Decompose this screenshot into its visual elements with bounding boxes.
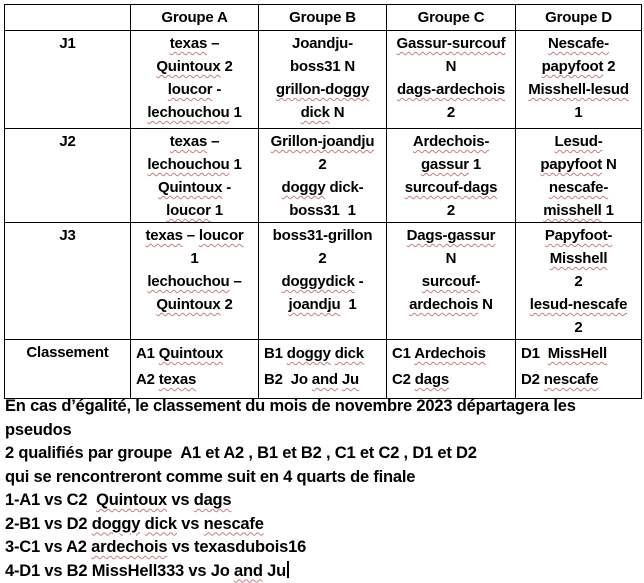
text-run: qui se rencontreront comme suit en 4 quarts de finale — [5, 467, 416, 486]
misspelled-word: texas — [158, 371, 197, 388]
cell-line — [261, 130, 384, 153]
note-line-6[interactable] — [5, 513, 641, 537]
misspelled-word: Misshell-lesud — [528, 81, 629, 98]
text-run: 1 — [468, 156, 482, 173]
text-run: N — [445, 58, 457, 75]
cell-line — [518, 101, 639, 124]
text-run: A2 — [136, 371, 159, 388]
text-run: D2 — [521, 371, 544, 388]
cell-j2-col3[interactable] — [387, 129, 516, 223]
cell-line — [518, 316, 639, 339]
text-run: 1 — [601, 202, 614, 219]
cell-line — [389, 224, 513, 247]
table-row-j1 — [5, 31, 642, 129]
table-row-j3 — [5, 223, 642, 340]
misspelled-word: dags — [414, 371, 449, 388]
cell-line — [261, 270, 384, 293]
misspelled-word: lechouchou — [147, 156, 230, 173]
note-line-1[interactable] — [5, 395, 641, 419]
misspelled-word: texas — [169, 133, 208, 150]
text-run: boss31 N — [289, 58, 356, 75]
misspelled-word: ardechois — [91, 538, 168, 556]
text-run: 2 — [318, 250, 327, 267]
misspelled-word: and — [311, 371, 338, 388]
misspelled-word: Misshell — [549, 250, 608, 267]
misspelled-word: lechouchou — [147, 104, 230, 121]
misspelled-word: Ju — [341, 371, 359, 388]
misspelled-word: nescafe — [203, 514, 264, 533]
cell-line — [133, 176, 256, 199]
text-run: 2 — [574, 319, 583, 336]
misspelled-word: MissHell — [547, 345, 607, 362]
note-line-8[interactable] — [5, 560, 641, 583]
cell-line — [261, 78, 384, 101]
misspelled-word: Papyfoot- — [544, 227, 613, 244]
cell-line — [392, 367, 513, 393]
cell-line — [521, 367, 639, 393]
text-run: 2 — [220, 58, 233, 75]
misspelled-word: dick — [144, 514, 177, 533]
cell-classement-col3[interactable] — [387, 340, 516, 399]
cell-line — [521, 341, 639, 367]
misspelled-word: joandju — [288, 296, 341, 313]
cell-j3-col3[interactable] — [387, 223, 516, 340]
misspelled-word: Quintoux — [158, 179, 223, 196]
text-run: 1 — [229, 104, 242, 121]
text-run: – — [182, 227, 199, 244]
text-cursor — [287, 561, 289, 578]
cell-line — [518, 199, 639, 222]
text-run: C1 — [392, 345, 415, 362]
misspelled-word: doggydick — [281, 273, 355, 290]
misspelled-word: nescafe — [543, 371, 599, 388]
column-header-groupe-d[interactable]: Groupe D — [516, 5, 642, 31]
cell-line — [261, 247, 384, 270]
corner-cell[interactable] — [5, 5, 131, 31]
misspelled-word: Dags-gassur — [406, 227, 496, 244]
text-run: 2 — [574, 273, 583, 290]
cell-line — [133, 32, 256, 55]
cell-line — [261, 55, 384, 78]
cell-classement-col1[interactable] — [131, 340, 259, 399]
notes-section — [5, 395, 641, 583]
misspelled-word: doggy — [286, 345, 331, 362]
note-line-2[interactable] — [5, 419, 641, 443]
text-run: 2 — [318, 156, 327, 173]
text-run: N — [329, 104, 345, 121]
cell-line — [261, 32, 384, 55]
row-label-j2[interactable]: J2 — [5, 129, 131, 223]
text-run: vs — [166, 491, 194, 509]
cell-line — [518, 32, 639, 55]
cell-line — [518, 55, 639, 78]
text-run: 2 qualifiés par groupe A1 et A2 , B1 et B2 , C1 et C2 , D1 et D2 — [5, 444, 477, 462]
misspelled-word: Ardechois — [414, 345, 486, 362]
cell-j3-col4[interactable] — [516, 223, 642, 340]
cell-line — [389, 199, 513, 222]
cell-line — [133, 270, 256, 293]
column-header-groupe-c[interactable]: Groupe C — [387, 5, 516, 31]
column-header-groupe-a[interactable]: Groupe A — [131, 5, 259, 31]
cell-line — [264, 341, 384, 367]
text-run: 2 — [603, 58, 616, 75]
misspelled-word: and — [234, 561, 263, 580]
misspelled-word: surcouf-dags — [404, 179, 498, 196]
misspelled-word: dick — [334, 345, 364, 362]
cell-j2-col4[interactable] — [516, 129, 642, 223]
text-run: Ju — [262, 561, 286, 580]
cell-line — [389, 78, 513, 101]
cell-line — [264, 367, 384, 393]
row-label-j1[interactable]: J1 — [5, 31, 131, 129]
misspelled-word: nescafe- — [548, 179, 609, 196]
text-run: - — [222, 179, 231, 196]
text-run: N — [602, 156, 617, 173]
cell-line — [261, 101, 384, 124]
misspelled-word: texas — [169, 35, 208, 52]
misspelled-word: doggy — [91, 514, 141, 533]
cell-line — [389, 247, 513, 270]
misspelled-word: dags-ardechois — [396, 81, 506, 98]
header-row — [5, 5, 642, 31]
cell-line — [389, 153, 513, 176]
misspelled-word: misshell — [543, 202, 602, 219]
text-run: boss31 1 — [289, 202, 356, 219]
misspelled-word: lesud-nescafe — [529, 296, 628, 313]
cell-line — [133, 199, 256, 222]
text-run: – — [229, 273, 242, 290]
misspelled-word: lechouchou — [147, 273, 230, 290]
misspelled-word: surcouf- — [421, 273, 481, 290]
text-run: vs — [176, 514, 204, 533]
misspelled-word: Nescafe- — [548, 35, 609, 52]
cell-line — [518, 153, 639, 176]
cell-line — [389, 32, 513, 55]
text-run: B2 Jo — [264, 371, 312, 388]
text-run: 2 — [446, 202, 456, 219]
cell-line — [133, 55, 256, 78]
cell-line — [389, 176, 513, 199]
text-run: – — [207, 133, 220, 150]
text-run: 1 — [229, 156, 242, 173]
text-run: - — [212, 81, 222, 98]
cell-line — [389, 270, 513, 293]
misspelled-word: texas — [145, 227, 183, 244]
cell-line — [261, 224, 384, 247]
text-run: 1 — [340, 296, 357, 313]
text-run: 3-C1 vs A2 — [5, 538, 92, 556]
misspelled-word: Ardechois- — [412, 133, 490, 150]
misspelled-word: grillon-doggy — [275, 81, 370, 98]
cell-j1-col4[interactable] — [516, 31, 642, 129]
cell-j1-col3[interactable] — [387, 31, 516, 129]
cell-classement-col4[interactable] — [516, 340, 642, 399]
table-row-j2 — [5, 129, 642, 223]
cell-line — [133, 293, 256, 316]
text-run: 2 — [220, 296, 233, 313]
text-run: pseudos — [5, 420, 72, 439]
text-run: – — [207, 35, 220, 52]
cell-line — [389, 130, 513, 153]
text-run: 2-B1 vs D2 — [5, 514, 92, 533]
misspelled-word: loucor — [166, 202, 211, 219]
text-run: boss31-grillon — [272, 227, 373, 244]
text-run: 2 — [446, 104, 456, 121]
text-run: 4-D1 vs B2 MissHell333 vs Jo — [5, 561, 234, 580]
text-run: 1 — [190, 250, 199, 267]
cell-j1-col2[interactable] — [259, 31, 387, 129]
misspelled-word: dags — [193, 491, 232, 509]
text-run: 1 — [574, 104, 583, 121]
cell-j2-col1[interactable] — [131, 129, 259, 223]
text-run: B1 — [264, 345, 287, 362]
misspelled-word: Gassur-surcouf — [396, 35, 506, 52]
text-run: En cas d’égalité, le classement du mois de novembre 2023 départagera les — [5, 397, 576, 415]
cell-j3-col1[interactable] — [131, 223, 259, 340]
text-run: N — [478, 296, 493, 313]
text-run: A1 — [136, 345, 159, 362]
misspelled-word: Quintoux — [156, 58, 221, 75]
note-line-7[interactable] — [5, 536, 641, 560]
table-row-classement — [5, 340, 642, 399]
misspelled-word: gassur — [420, 156, 469, 173]
note-line-3[interactable] — [5, 442, 641, 466]
cell-line — [518, 270, 639, 293]
text-run: D1 — [521, 345, 548, 362]
cell-line — [389, 101, 513, 124]
note-line-4[interactable] — [5, 466, 641, 490]
cell-line — [133, 153, 256, 176]
cell-j1-col1[interactable] — [131, 31, 259, 129]
cell-classement-col2[interactable] — [259, 340, 387, 399]
misspelled-word: loucor — [198, 227, 244, 244]
text-run: dick- — [325, 179, 364, 196]
cell-line — [136, 341, 256, 367]
misspelled-word: papyfoot — [540, 156, 603, 173]
text-run: vs texasdubois16 — [167, 538, 307, 556]
misspelled-word: loucor — [167, 81, 213, 98]
cell-line — [518, 176, 639, 199]
misspelled-word: papyfoot — [541, 58, 604, 75]
cell-line — [518, 293, 639, 316]
row-label-j3[interactable]: J3 — [5, 223, 131, 340]
misspelled-word: Grillon-joandju — [270, 133, 375, 150]
cell-line — [133, 78, 256, 101]
cell-line — [261, 199, 384, 222]
cell-line — [261, 176, 384, 199]
misspelled-word: ardechois — [409, 296, 479, 313]
text-run: 1 — [210, 202, 223, 219]
misspelled-word: Quintoux — [156, 296, 221, 313]
results-table — [4, 4, 642, 399]
cell-line — [392, 341, 513, 367]
cell-line — [518, 247, 639, 270]
cell-line — [518, 78, 639, 101]
cell-line — [389, 293, 513, 316]
row-label-classement[interactable]: Classement — [5, 340, 131, 399]
misspelled-word: Quintoux — [158, 345, 223, 362]
cell-j2-col2[interactable] — [259, 129, 387, 223]
cell-line — [261, 293, 384, 316]
text-run: 1-A1 vs C2 — [5, 491, 97, 509]
cell-line — [518, 130, 639, 153]
text-run: Joandju- — [292, 35, 353, 52]
column-header-groupe-b[interactable]: Groupe B — [259, 5, 387, 31]
cell-line — [136, 367, 256, 393]
misspelled-word: Lesud- — [554, 133, 603, 150]
misspelled-word: dick — [300, 104, 330, 121]
cell-line — [261, 153, 384, 176]
text-run: - — [354, 273, 364, 290]
text-run: N — [445, 250, 457, 267]
table-body — [5, 31, 642, 399]
cell-line — [133, 247, 256, 270]
text-run: C2 — [392, 371, 415, 388]
cell-line — [133, 130, 256, 153]
cell-line — [518, 224, 639, 247]
cell-line — [133, 101, 256, 124]
misspelled-word: doggy — [281, 179, 326, 196]
note-line-5[interactable] — [5, 489, 641, 513]
misspelled-word: Quintoux — [96, 491, 167, 509]
cell-line — [133, 224, 256, 247]
cell-line — [389, 55, 513, 78]
cell-j3-col2[interactable] — [259, 223, 387, 340]
